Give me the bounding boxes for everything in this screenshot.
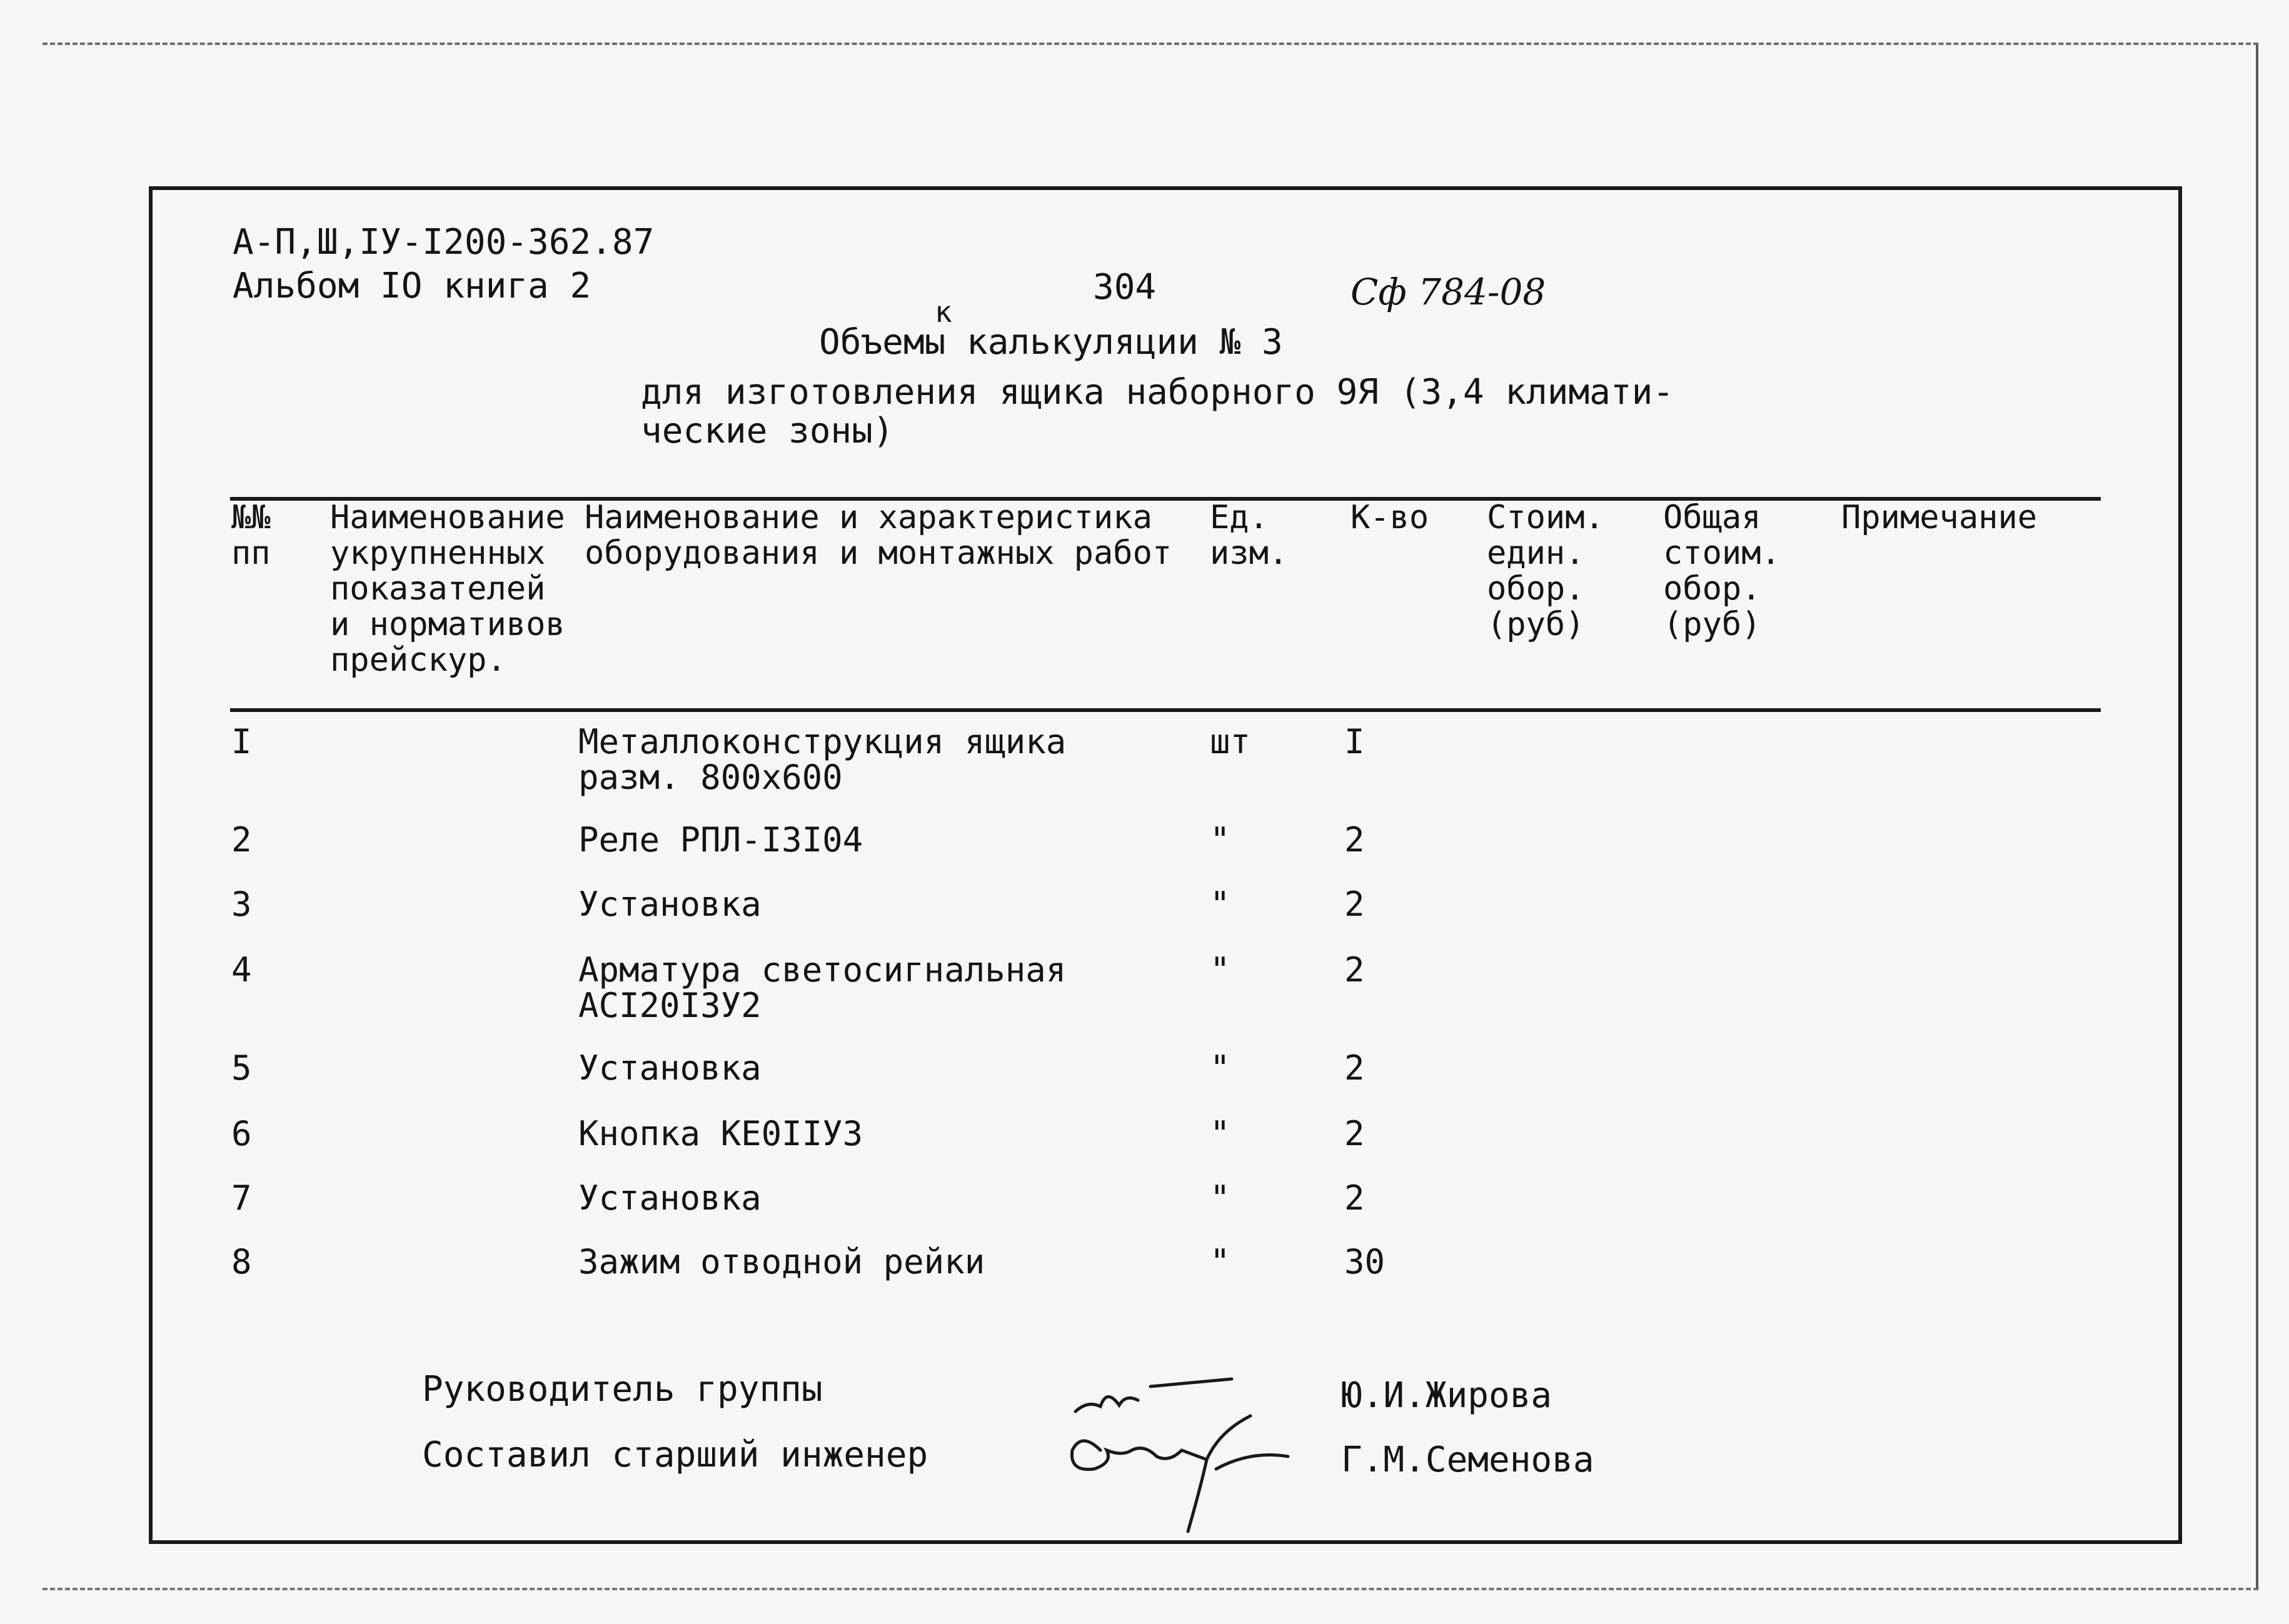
row-qty: 2 [1344, 885, 1365, 924]
row-name: Установка [578, 885, 762, 924]
row-unit: шт [1210, 722, 1251, 761]
row-num: 5 [231, 1048, 252, 1088]
table-row [0, 1244, 2289, 1319]
row-name: Арматура светосигнальная АСІ20ІЗУ2 [578, 950, 1067, 1025]
document-subtitle-line-1: для изготовления ящика наборного 9Я (3,4 климати- [641, 372, 1674, 413]
row-num: 3 [231, 885, 252, 924]
row-num: 6 [231, 1114, 252, 1153]
header-num: №№ пп [231, 499, 271, 572]
table-header-rule [230, 708, 2101, 712]
row-unit: " [1210, 885, 1230, 924]
page-number: 304 [1093, 267, 1157, 308]
header-unit-cost: Стоим. един. обор. (руб) [1487, 499, 1604, 643]
signature-name-2: Г.М.Семенова [1341, 1440, 1594, 1480]
row-name: Установка [578, 1048, 762, 1088]
signature-role-1: Руководитель группы [422, 1369, 823, 1410]
table-row [0, 822, 2289, 897]
row-num: 8 [231, 1242, 252, 1281]
row-qty: 2 [1344, 950, 1365, 990]
table-row [0, 952, 2289, 1027]
row-name: Металлоконструкция ящика разм. 800х600 [578, 722, 1067, 797]
row-unit: " [1210, 820, 1230, 860]
row-qty: 2 [1344, 1114, 1365, 1153]
row-name: Установка [578, 1178, 762, 1218]
document-subtitle-line-2: ческие зоны) [641, 411, 894, 451]
header-indicators: Наименование укрупненных показателей и нормативов прейскур. [330, 499, 565, 679]
row-num: 2 [231, 820, 252, 860]
document-code: А-П,Ш,ІУ-І200-362.87 [233, 222, 655, 263]
row-unit: " [1210, 950, 1230, 990]
signature-name-1: Ю.И.Жирова [1341, 1375, 1552, 1416]
title-superscript: к [935, 295, 952, 329]
header-qty: К-во [1351, 499, 1429, 536]
handwritten-signatures [1063, 1356, 1313, 1538]
document-title: Объемы калькуляции № 3 [819, 322, 1283, 363]
handwritten-reference: Сф 784-08 [1351, 271, 1546, 313]
row-qty: 2 [1344, 1048, 1365, 1088]
row-name: Зажим отводной рейки [578, 1242, 985, 1281]
row-num: 4 [231, 950, 252, 990]
row-qty: 2 [1344, 1178, 1365, 1218]
row-unit: " [1210, 1048, 1230, 1088]
header-equipment: Наименование и характеристика оборудования и монтажных работ [585, 499, 1172, 572]
row-name: Кнопка КЕ0ІІУЗ [578, 1114, 863, 1153]
header-unit: Ед. изм. [1210, 499, 1289, 572]
row-qty: І [1344, 722, 1365, 761]
header-total-cost: Общая стоим. обор. (руб) [1663, 499, 1781, 643]
row-name: Реле РПЛ-ІЗІ04 [578, 820, 863, 860]
header-note: Примечание [1841, 499, 2038, 536]
row-num: І [231, 722, 252, 761]
row-qty: 2 [1344, 820, 1365, 860]
table-row [0, 1116, 2289, 1191]
row-unit: " [1210, 1114, 1230, 1153]
table-row [0, 1050, 2289, 1125]
row-num: 7 [231, 1178, 252, 1218]
table-row [0, 724, 2289, 799]
row-unit: " [1210, 1242, 1230, 1281]
signature-role-2: Составил старший инженер [422, 1435, 928, 1475]
row-qty: 30 [1344, 1242, 1386, 1281]
album-label: Альбом ІО книга 2 [233, 266, 591, 306]
row-unit: " [1210, 1178, 1230, 1218]
table-row [0, 886, 2289, 961]
